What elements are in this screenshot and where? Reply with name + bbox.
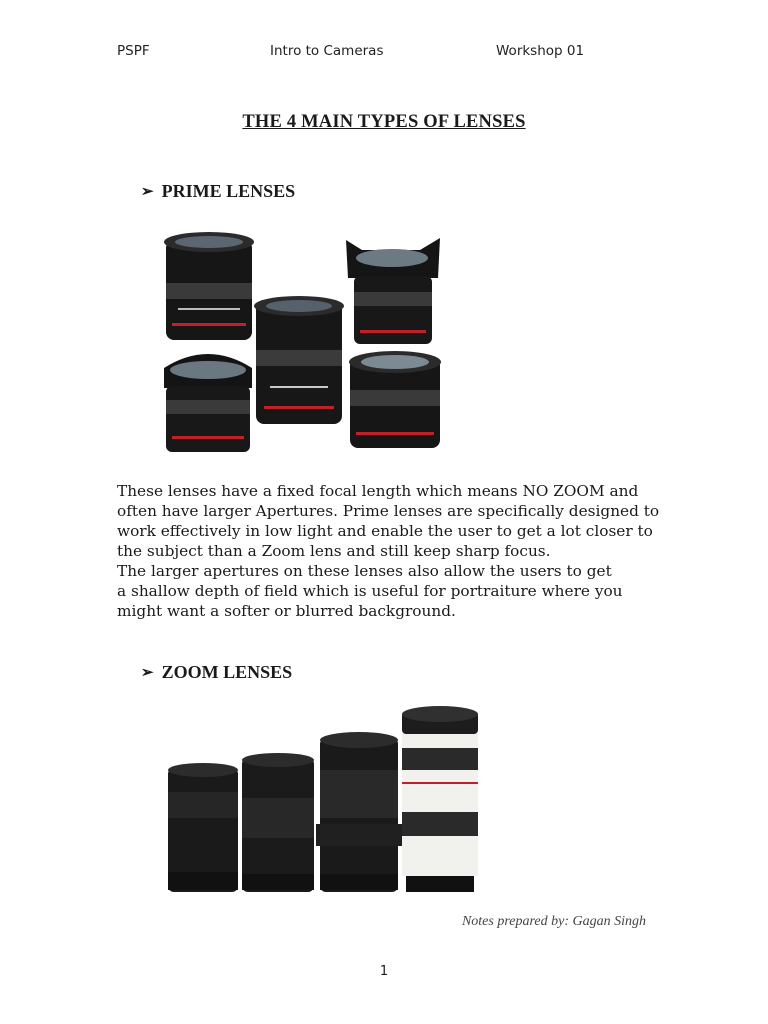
prime-lens-4 [164, 354, 252, 452]
section-heading-zoom [141, 662, 292, 683]
prime-lens-1 [164, 232, 254, 340]
arrow-bullet-icon: ➢ [141, 184, 154, 200]
zoom-lens-1 [168, 763, 238, 892]
header-right-text: Workshop 01 [496, 43, 585, 59]
header-center-text: Intro to Cameras [270, 43, 384, 59]
section-heading-prime [141, 181, 295, 202]
zoom-lens-4 [402, 706, 478, 892]
prime-lenses-description: These lenses have a fixed focal length which means NO ZOOM and often have larger Apertures. Prime lenses are specifically designed to work effectively in low light and enable the user to get a lot closer to the subject than a Zoom lens and still keep sharp focus. The larger apertures on these lenses also allow the users to get a shallow depth of field which is useful for portraiture where you might want a softer or blurred background. [117, 482, 660, 620]
header-left-text: PSPF [117, 43, 150, 59]
section-heading-text: ZOOM LENSES [161, 662, 293, 682]
page-title: THE 4 MAIN TYPES OF LENSES [242, 112, 526, 132]
arrow-bullet-icon: ➢ [141, 665, 154, 681]
prime-lens-3 [254, 296, 344, 424]
section-heading-text: PRIME LENSES [161, 181, 296, 201]
prime-lenses-image [158, 228, 448, 460]
zoom-lenses-image [160, 700, 490, 898]
zoom-lens-2 [242, 753, 314, 892]
prime-lens-2 [346, 238, 440, 344]
page-number: 1 [379, 964, 389, 979]
prime-lens-5 [349, 351, 441, 448]
zoom-lens-3 [316, 732, 402, 892]
author-credit: Notes prepared by: Gagan Singh [461, 914, 646, 929]
